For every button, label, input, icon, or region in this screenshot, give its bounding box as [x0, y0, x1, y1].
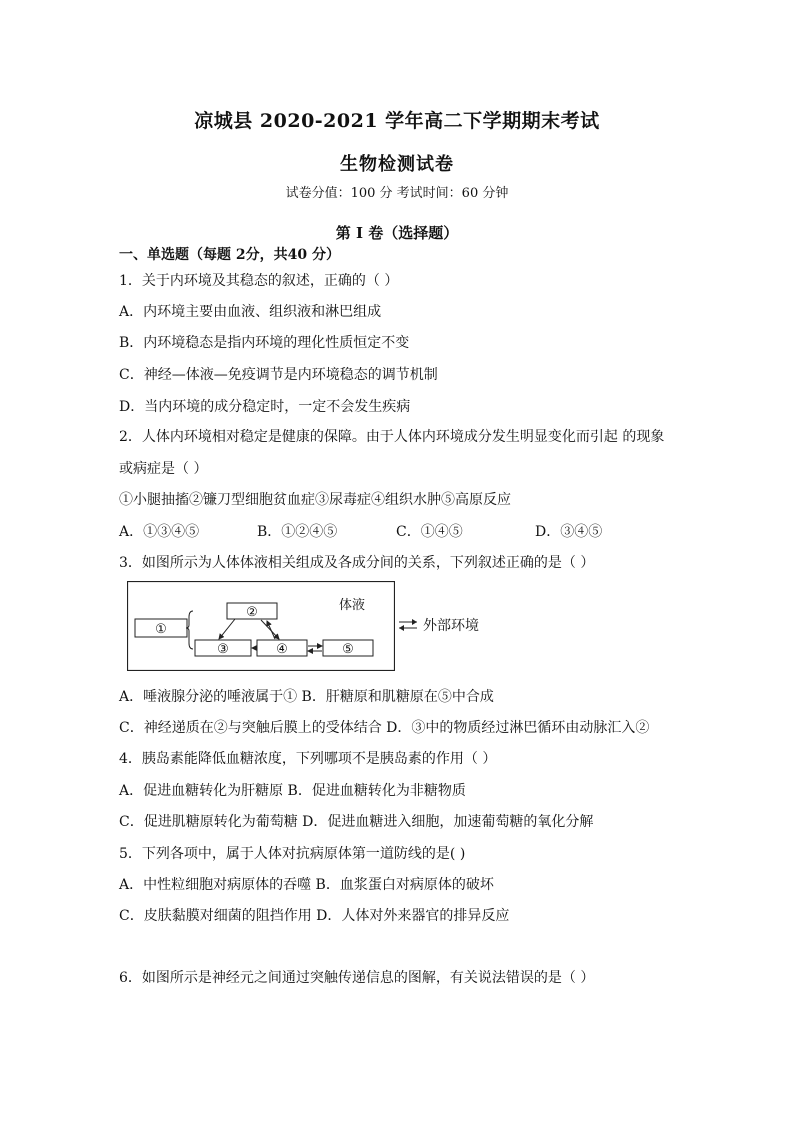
diagram-frame: [128, 582, 395, 671]
body-fluid-diagram: [127, 581, 395, 671]
exam-subtitle: 生物检测试卷: [340, 154, 454, 175]
q1-option-b: B．内环境稳态是指内环境的理化性质恒定不变: [119, 335, 410, 351]
q5-options-ab: A．中性粒细胞对病原体的吞噬 B．血浆蛋白对病原体的破坏: [119, 877, 494, 893]
part-title: 第 I 卷（选择题）: [335, 224, 459, 242]
arrow-2-to-4: [261, 620, 279, 639]
q2-option-d: D．③④⑤: [535, 524, 603, 540]
q3-options-ab: A．唾液腺分泌的唾液属于① B．肝糖原和肌糖原在⑤中合成: [119, 689, 494, 705]
q3-stem: 3．如图所示为人体体液相关组成及各成分间的关系，下列叙述正确的是（ ）: [119, 555, 595, 571]
q3-options-cd: C．神经递质在②与突触后膜上的受体结合 D．③中的物质经过淋巴循环由动脉汇入②: [119, 720, 650, 736]
arrow-2-to-3: [219, 619, 235, 639]
box-1-label: ①: [155, 622, 167, 637]
q1-option-a: A．内环境主要由血液、组织液和淋巴组成: [119, 304, 382, 320]
q2-stem-line1: 2．人体内环境相对稳定是健康的保障。由于人体内环境成分发生明显变化而引起 的现象: [119, 429, 665, 445]
q4-options-cd: C．促进肌糖原转化为葡萄糖 D．促进血糖进入细胞，加速葡萄糖的氧化分解: [119, 814, 594, 830]
box-2-label: ②: [246, 605, 258, 620]
q2-option-c: C．①④⑤: [396, 524, 463, 540]
q5-stem: 5．下列各项中，属于人体对抗病原体第一道防线的是( ): [119, 846, 466, 862]
body-fluid-label: 体液: [339, 598, 366, 613]
q4-stem: 4．胰岛素能降低血糖浓度，下列哪项不是胰岛素的作用（ ）: [119, 751, 497, 767]
box-4-label: ④: [276, 642, 288, 657]
q2-option-b: B．①②④⑤: [257, 524, 338, 540]
exchange-arrows-icon: [397, 618, 419, 632]
exam-title: 凉城县 2020-2021 学年高二下学期期末考试: [194, 110, 600, 132]
q2-items: ①小腿抽搐②镰刀型细胞贫血症③尿毒症④组织水肿⑤高原反应: [119, 492, 511, 508]
box-3-label: ③: [217, 642, 229, 657]
q1-option-c: C．神经—体液—免疫调节是内环境稳态的调节机制: [119, 367, 438, 383]
box-5-label: ⑤: [342, 642, 354, 657]
q6-stem: 6．如图所示是神经元之间通过突触传递信息的图解，有关说法错误的是（ ）: [119, 970, 595, 986]
external-env-label: 外部环境: [423, 618, 479, 634]
q1-option-d: D．当内环境的成分稳定时，一定不会发生疾病: [119, 399, 411, 415]
exam-meta: 试卷分值：100 分 考试时间：60 分钟: [285, 186, 509, 201]
q4-options-ab: A．促进血糖转化为肝糖原 B．促进血糖转化为非糖物质: [119, 783, 466, 799]
section-heading: 一、单选题（每题 2分，共40 分）: [119, 247, 340, 263]
q2-stem-line2: 或病症是（ ）: [119, 461, 208, 477]
q2-option-a: A．①③④⑤: [119, 524, 200, 540]
arrow-4-to-2: [267, 621, 275, 639]
q5-options-cd: C．皮肤黏膜对细菌的阻挡作用 D．人体对外来器官的排异反应: [119, 908, 510, 924]
q1-stem: 1．关于内环境及其稳态的叙述，正确的（ ）: [119, 273, 399, 289]
